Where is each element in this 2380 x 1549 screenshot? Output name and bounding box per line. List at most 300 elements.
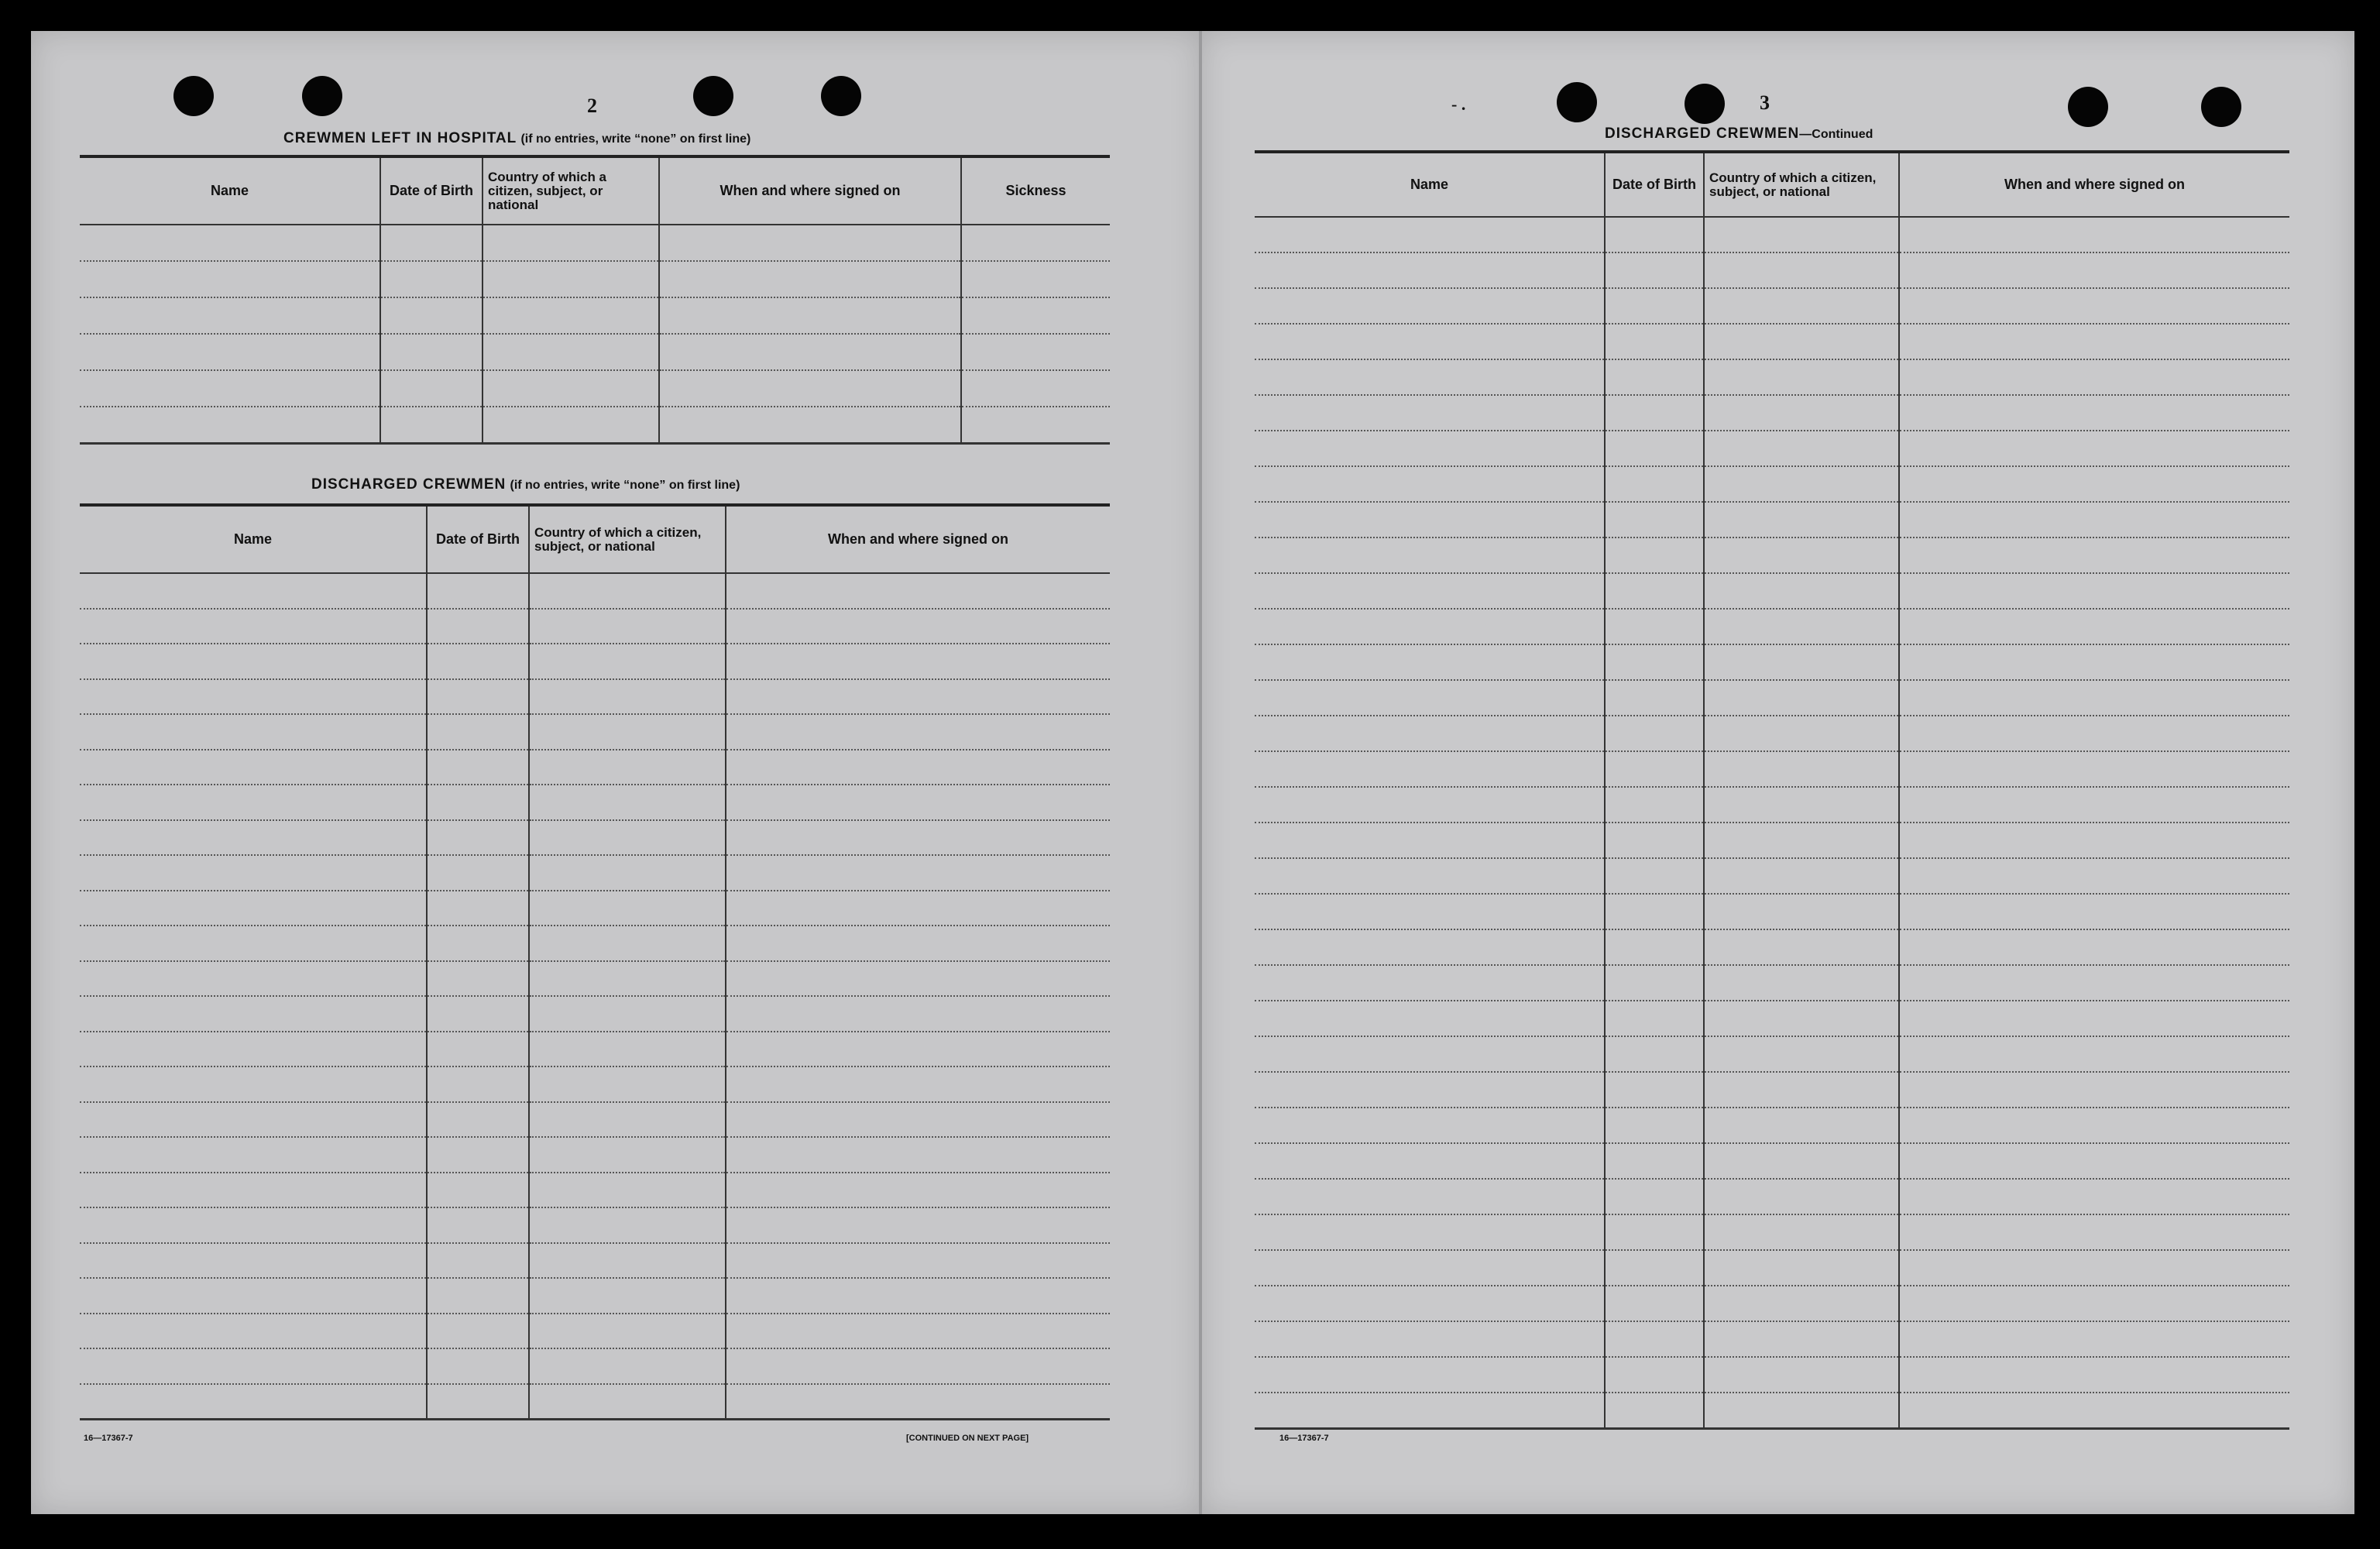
name-cell[interactable]: [80, 573, 427, 609]
name-cell[interactable]: [1255, 431, 1605, 466]
name-cell[interactable]: [1255, 1214, 1605, 1250]
birth-cell[interactable]: [1605, 680, 1704, 716]
birth-cell[interactable]: [427, 1173, 529, 1208]
name-cell[interactable]: [80, 714, 427, 750]
name-cell[interactable]: [80, 750, 427, 785]
country-cell[interactable]: [1704, 787, 1899, 823]
signed-on-cell[interactable]: [1899, 680, 2289, 716]
country-cell[interactable]: [529, 1348, 726, 1384]
col-header-country: Country of which a citizen, subject, or national: [483, 156, 659, 225]
signed-on-cell[interactable]: [1899, 1393, 2289, 1428]
punch-hole: [2201, 87, 2241, 127]
name-cell[interactable]: [80, 1137, 427, 1173]
name-cell[interactable]: [80, 1102, 427, 1138]
name-cell[interactable]: [80, 1243, 427, 1279]
discharged-rows-right: [1255, 217, 2289, 1428]
signed-on-cell[interactable]: [726, 926, 1110, 961]
birth-cell[interactable]: [1605, 1357, 1704, 1393]
name-cell[interactable]: [1255, 1143, 1605, 1179]
country-cell[interactable]: [529, 1384, 726, 1420]
signed-on-cell[interactable]: [1899, 538, 2289, 573]
birth-cell[interactable]: [1605, 1001, 1704, 1036]
name-cell[interactable]: [1255, 1179, 1605, 1214]
country-cell[interactable]: [1704, 1250, 1899, 1286]
signed-on-cell[interactable]: [1899, 1357, 2289, 1393]
signed-on-cell[interactable]: [659, 407, 961, 443]
signed-on-cell[interactable]: [1899, 1286, 2289, 1321]
table-row: [1255, 716, 2289, 751]
sickness-cell[interactable]: [961, 407, 1110, 443]
signed-on-cell[interactable]: [659, 225, 961, 261]
col-header-name: Name: [80, 505, 427, 573]
birth-cell[interactable]: [1605, 1214, 1704, 1250]
name-cell[interactable]: [80, 891, 427, 926]
country-cell[interactable]: [1704, 823, 1899, 858]
col-header-date-of-birth: Date of Birth: [427, 505, 529, 573]
signed-on-cell[interactable]: [1899, 1036, 2289, 1072]
birth-cell[interactable]: [1605, 1286, 1704, 1321]
table-row: [80, 334, 1110, 370]
table-row: [1255, 502, 2289, 538]
country-cell[interactable]: [483, 370, 659, 407]
country-cell[interactable]: [1704, 1286, 1899, 1321]
birth-cell[interactable]: [427, 1348, 529, 1384]
punch-hole: [173, 76, 214, 116]
birth-cell[interactable]: [1605, 1393, 1704, 1428]
birth-cell[interactable]: [427, 961, 529, 997]
name-cell[interactable]: [1255, 395, 1605, 431]
signed-on-cell[interactable]: [726, 1207, 1110, 1243]
name-cell[interactable]: [1255, 1250, 1605, 1286]
birth-cell[interactable]: [1605, 359, 1704, 395]
birth-cell[interactable]: [380, 225, 483, 261]
table-row: [80, 714, 1110, 750]
country-cell[interactable]: [1704, 894, 1899, 929]
signed-on-cell[interactable]: [726, 996, 1110, 1032]
country-cell[interactable]: [1704, 431, 1899, 466]
signed-on-cell[interactable]: [726, 820, 1110, 856]
birth-cell[interactable]: [1605, 1072, 1704, 1108]
signed-on-cell[interactable]: [1899, 858, 2289, 894]
birth-cell[interactable]: [380, 370, 483, 407]
table-row: [80, 1207, 1110, 1243]
name-cell[interactable]: [1255, 1108, 1605, 1143]
name-cell[interactable]: [1255, 965, 1605, 1001]
name-cell[interactable]: [1255, 1286, 1605, 1321]
name-cell[interactable]: [1255, 502, 1605, 538]
signed-on-cell[interactable]: [726, 1348, 1110, 1384]
table-row: [1255, 858, 2289, 894]
signed-on-cell[interactable]: [726, 573, 1110, 609]
table-row: [1255, 894, 2289, 929]
signed-on-cell[interactable]: [726, 714, 1110, 750]
name-cell[interactable]: [1255, 1321, 1605, 1357]
country-cell[interactable]: [1704, 252, 1899, 288]
table-row: [1255, 965, 2289, 1001]
name-cell[interactable]: [1255, 823, 1605, 858]
signed-on-cell[interactable]: [659, 297, 961, 334]
birth-cell[interactable]: [380, 407, 483, 443]
birth-cell[interactable]: [427, 1102, 529, 1138]
birth-cell[interactable]: [1605, 395, 1704, 431]
country-cell[interactable]: [529, 1243, 726, 1279]
birth-cell[interactable]: [427, 644, 529, 679]
sickness-cell[interactable]: [961, 370, 1110, 407]
signed-on-cell[interactable]: [1899, 217, 2289, 252]
name-cell[interactable]: [80, 370, 380, 407]
name-cell[interactable]: [1255, 751, 1605, 787]
name-cell[interactable]: [80, 1348, 427, 1384]
name-cell[interactable]: [80, 1384, 427, 1420]
name-cell[interactable]: [80, 334, 380, 370]
birth-cell[interactable]: [427, 1314, 529, 1349]
table-row: [1255, 644, 2289, 680]
country-cell[interactable]: [529, 1032, 726, 1067]
country-cell[interactable]: [529, 573, 726, 609]
country-cell[interactable]: [1704, 538, 1899, 573]
birth-cell[interactable]: [427, 1137, 529, 1173]
birth-cell[interactable]: [1605, 431, 1704, 466]
signed-on-cell[interactable]: [1899, 894, 2289, 929]
table-row: [1255, 1214, 2289, 1250]
name-cell[interactable]: [80, 820, 427, 856]
country-cell[interactable]: [1704, 929, 1899, 965]
signed-on-cell[interactable]: [659, 261, 961, 297]
country-cell[interactable]: [529, 750, 726, 785]
country-cell[interactable]: [483, 297, 659, 334]
col-header-name: Name: [80, 156, 380, 225]
signed-on-cell[interactable]: [1899, 324, 2289, 359]
page-fold: [1199, 31, 1202, 1514]
birth-cell[interactable]: [427, 926, 529, 961]
table-row: [1255, 324, 2289, 359]
name-cell[interactable]: [80, 225, 380, 261]
name-cell[interactable]: [80, 407, 380, 443]
name-cell[interactable]: [1255, 787, 1605, 823]
birth-cell[interactable]: [1605, 1179, 1704, 1214]
signed-on-cell[interactable]: [1899, 288, 2289, 324]
country-cell[interactable]: [1704, 1072, 1899, 1108]
country-cell[interactable]: [529, 785, 726, 820]
signed-on-cell[interactable]: [1899, 787, 2289, 823]
country-cell[interactable]: [529, 926, 726, 961]
signed-on-cell[interactable]: [726, 1102, 1110, 1138]
signed-on-cell[interactable]: [726, 1243, 1110, 1279]
name-cell[interactable]: [80, 1173, 427, 1208]
country-cell[interactable]: [1704, 1143, 1899, 1179]
name-cell[interactable]: [80, 855, 427, 891]
name-cell[interactable]: [1255, 929, 1605, 965]
country-cell[interactable]: [529, 1137, 726, 1173]
signed-on-cell[interactable]: [726, 1066, 1110, 1102]
name-cell[interactable]: [1255, 217, 1605, 252]
signed-on-cell[interactable]: [1899, 573, 2289, 609]
signed-on-cell[interactable]: [1899, 1108, 2289, 1143]
country-cell[interactable]: [529, 714, 726, 750]
signed-on-cell[interactable]: [726, 785, 1110, 820]
country-cell[interactable]: [529, 1102, 726, 1138]
signed-on-cell[interactable]: [1899, 502, 2289, 538]
signed-on-cell[interactable]: [1899, 395, 2289, 431]
country-cell[interactable]: [529, 1314, 726, 1349]
birth-cell[interactable]: [1605, 502, 1704, 538]
country-cell[interactable]: [1704, 716, 1899, 751]
birth-cell[interactable]: [1605, 858, 1704, 894]
name-cell[interactable]: [1255, 609, 1605, 644]
country-cell[interactable]: [529, 855, 726, 891]
name-cell[interactable]: [80, 297, 380, 334]
name-cell[interactable]: [1255, 538, 1605, 573]
country-cell[interactable]: [529, 1207, 726, 1243]
birth-cell[interactable]: [427, 785, 529, 820]
birth-cell[interactable]: [1605, 217, 1704, 252]
col-header-signed-on: When and where signed on: [1899, 152, 2289, 217]
country-cell[interactable]: [1704, 1393, 1899, 1428]
name-cell[interactable]: [80, 1278, 427, 1314]
country-cell[interactable]: [1704, 1036, 1899, 1072]
signed-on-cell[interactable]: [726, 609, 1110, 644]
name-cell[interactable]: [1255, 894, 1605, 929]
country-cell[interactable]: [1704, 858, 1899, 894]
birth-cell[interactable]: [427, 1032, 529, 1067]
country-cell[interactable]: [529, 1278, 726, 1314]
signed-on-cell[interactable]: [1899, 466, 2289, 502]
birth-cell[interactable]: [1605, 929, 1704, 965]
hospital-section-title: [283, 130, 750, 147]
birth-cell[interactable]: [1605, 252, 1704, 288]
birth-cell[interactable]: [1605, 324, 1704, 359]
country-cell[interactable]: [1704, 1179, 1899, 1214]
birth-cell[interactable]: [1605, 751, 1704, 787]
name-cell[interactable]: [1255, 466, 1605, 502]
birth-cell[interactable]: [427, 1207, 529, 1243]
signed-on-cell[interactable]: [726, 750, 1110, 785]
sickness-cell[interactable]: [961, 297, 1110, 334]
signed-on-cell[interactable]: [1899, 609, 2289, 644]
signed-on-cell[interactable]: [1899, 1001, 2289, 1036]
signed-on-cell[interactable]: [1899, 965, 2289, 1001]
country-cell[interactable]: [483, 261, 659, 297]
signed-on-cell[interactable]: [1899, 1321, 2289, 1357]
table-row: [1255, 217, 2289, 252]
punch-hole: [1685, 84, 1725, 124]
name-cell[interactable]: [1255, 573, 1605, 609]
punch-hole: [2068, 87, 2108, 127]
birth-cell[interactable]: [380, 261, 483, 297]
name-cell[interactable]: [1255, 359, 1605, 395]
table-row: [1255, 1393, 2289, 1428]
country-cell[interactable]: [529, 1066, 726, 1102]
country-cell[interactable]: [1704, 1108, 1899, 1143]
country-cell[interactable]: [529, 820, 726, 856]
name-cell[interactable]: [1255, 1072, 1605, 1108]
country-cell[interactable]: [483, 225, 659, 261]
signed-on-cell[interactable]: [726, 679, 1110, 715]
birth-cell[interactable]: [427, 714, 529, 750]
signed-on-cell[interactable]: [1899, 1250, 2289, 1286]
country-cell[interactable]: [1704, 573, 1899, 609]
signed-on-cell[interactable]: [726, 1137, 1110, 1173]
country-cell[interactable]: [1704, 359, 1899, 395]
birth-cell[interactable]: [427, 855, 529, 891]
name-cell[interactable]: [80, 609, 427, 644]
table-row: [80, 785, 1110, 820]
signed-on-cell[interactable]: [1899, 1214, 2289, 1250]
name-cell[interactable]: [80, 1032, 427, 1067]
country-cell[interactable]: [529, 644, 726, 679]
country-cell[interactable]: [1704, 751, 1899, 787]
signed-on-cell[interactable]: [1899, 1179, 2289, 1214]
country-cell[interactable]: [1704, 609, 1899, 644]
signed-on-cell[interactable]: [659, 334, 961, 370]
country-cell[interactable]: [529, 679, 726, 715]
name-cell[interactable]: [80, 1066, 427, 1102]
signed-on-cell[interactable]: [726, 1278, 1110, 1314]
name-cell[interactable]: [80, 261, 380, 297]
table-row: [80, 750, 1110, 785]
name-cell[interactable]: [1255, 1393, 1605, 1428]
punch-hole: [693, 76, 733, 116]
name-cell[interactable]: [1255, 680, 1605, 716]
birth-cell[interactable]: [1605, 716, 1704, 751]
birth-cell[interactable]: [1605, 1321, 1704, 1357]
signed-on-cell[interactable]: [726, 961, 1110, 997]
birth-cell[interactable]: [427, 1384, 529, 1420]
signed-on-cell[interactable]: [659, 370, 961, 407]
birth-cell[interactable]: [1605, 1143, 1704, 1179]
birth-cell[interactable]: [427, 609, 529, 644]
birth-cell[interactable]: [380, 297, 483, 334]
signed-on-cell[interactable]: [1899, 751, 2289, 787]
country-cell[interactable]: [1704, 502, 1899, 538]
country-cell[interactable]: [529, 961, 726, 997]
country-cell[interactable]: [1704, 644, 1899, 680]
discharged-title-text: DISCHARGED CREWMEN: [311, 476, 507, 493]
birth-cell[interactable]: [427, 1243, 529, 1279]
country-cell[interactable]: [1704, 1321, 1899, 1357]
country-cell[interactable]: [529, 996, 726, 1032]
country-cell[interactable]: [483, 407, 659, 443]
signed-on-cell[interactable]: [726, 644, 1110, 679]
name-cell[interactable]: [1255, 1036, 1605, 1072]
page-number-right: 3: [1760, 91, 1770, 114]
birth-cell[interactable]: [427, 996, 529, 1032]
name-cell[interactable]: [1255, 288, 1605, 324]
country-cell[interactable]: [529, 891, 726, 926]
name-cell[interactable]: [80, 679, 427, 715]
country-cell[interactable]: [1704, 1001, 1899, 1036]
signed-on-cell[interactable]: [726, 855, 1110, 891]
name-cell[interactable]: [80, 926, 427, 961]
signed-on-cell[interactable]: [1899, 252, 2289, 288]
name-cell[interactable]: [80, 1207, 427, 1243]
name-cell[interactable]: [1255, 1001, 1605, 1036]
name-cell[interactable]: [80, 961, 427, 997]
signed-on-cell[interactable]: [1899, 359, 2289, 395]
sickness-cell[interactable]: [961, 261, 1110, 297]
name-cell[interactable]: [1255, 644, 1605, 680]
signed-on-cell[interactable]: [726, 1384, 1110, 1420]
signed-on-cell[interactable]: [1899, 716, 2289, 751]
name-cell[interactable]: [1255, 1357, 1605, 1393]
name-cell[interactable]: [1255, 858, 1605, 894]
punch-hole: [1557, 82, 1597, 122]
signed-on-cell[interactable]: [726, 1314, 1110, 1349]
sickness-cell[interactable]: [961, 225, 1110, 261]
birth-cell[interactable]: [1605, 787, 1704, 823]
country-cell[interactable]: [1704, 324, 1899, 359]
name-cell[interactable]: [1255, 252, 1605, 288]
discharged-table-right: [1255, 150, 2289, 1430]
country-cell[interactable]: [529, 609, 726, 644]
signed-on-cell[interactable]: [1899, 644, 2289, 680]
name-cell[interactable]: [80, 1314, 427, 1349]
discharged-rows-left: [80, 573, 1110, 1419]
signed-on-cell[interactable]: [726, 1173, 1110, 1208]
birth-cell[interactable]: [427, 750, 529, 785]
country-cell[interactable]: [1704, 965, 1899, 1001]
birth-cell[interactable]: [427, 573, 529, 609]
col-header-sickness: Sickness: [961, 156, 1110, 225]
birth-cell[interactable]: [427, 891, 529, 926]
birth-cell[interactable]: [1605, 466, 1704, 502]
table-row: [1255, 1001, 2289, 1036]
signed-on-cell[interactable]: [1899, 1143, 2289, 1179]
birth-cell[interactable]: [427, 820, 529, 856]
col-header-signed-on: When and where signed on: [659, 156, 961, 225]
signed-on-cell[interactable]: [1899, 929, 2289, 965]
birth-cell[interactable]: [1605, 609, 1704, 644]
table-row: [1255, 1108, 2289, 1143]
birth-cell[interactable]: [1605, 1108, 1704, 1143]
birth-cell[interactable]: [427, 1066, 529, 1102]
sickness-cell[interactable]: [961, 334, 1110, 370]
birth-cell[interactable]: [427, 679, 529, 715]
birth-cell[interactable]: [380, 334, 483, 370]
country-cell[interactable]: [1704, 680, 1899, 716]
signed-on-cell[interactable]: [1899, 1072, 2289, 1108]
birth-cell[interactable]: [1605, 823, 1704, 858]
country-cell[interactable]: [1704, 288, 1899, 324]
name-cell[interactable]: [1255, 716, 1605, 751]
name-cell[interactable]: [1255, 324, 1605, 359]
country-cell[interactable]: [529, 1173, 726, 1208]
name-cell[interactable]: [80, 644, 427, 679]
signed-on-cell[interactable]: [726, 1032, 1110, 1067]
country-cell[interactable]: [1704, 217, 1899, 252]
signed-on-cell[interactable]: [1899, 431, 2289, 466]
birth-cell[interactable]: [1605, 1250, 1704, 1286]
country-cell[interactable]: [1704, 466, 1899, 502]
country-cell[interactable]: [1704, 395, 1899, 431]
birth-cell[interactable]: [1605, 1036, 1704, 1072]
name-cell[interactable]: [80, 785, 427, 820]
name-cell[interactable]: [80, 996, 427, 1032]
country-cell[interactable]: [1704, 1214, 1899, 1250]
signed-on-cell[interactable]: [726, 891, 1110, 926]
country-cell[interactable]: [483, 334, 659, 370]
birth-cell[interactable]: [1605, 538, 1704, 573]
country-cell[interactable]: [1704, 1357, 1899, 1393]
birth-cell[interactable]: [427, 1278, 529, 1314]
signed-on-cell[interactable]: [1899, 823, 2289, 858]
table-row: [80, 1278, 1110, 1314]
birth-cell[interactable]: [1605, 288, 1704, 324]
birth-cell[interactable]: [1605, 965, 1704, 1001]
birth-cell[interactable]: [1605, 894, 1704, 929]
birth-cell[interactable]: [1605, 644, 1704, 680]
birth-cell[interactable]: [1605, 573, 1704, 609]
